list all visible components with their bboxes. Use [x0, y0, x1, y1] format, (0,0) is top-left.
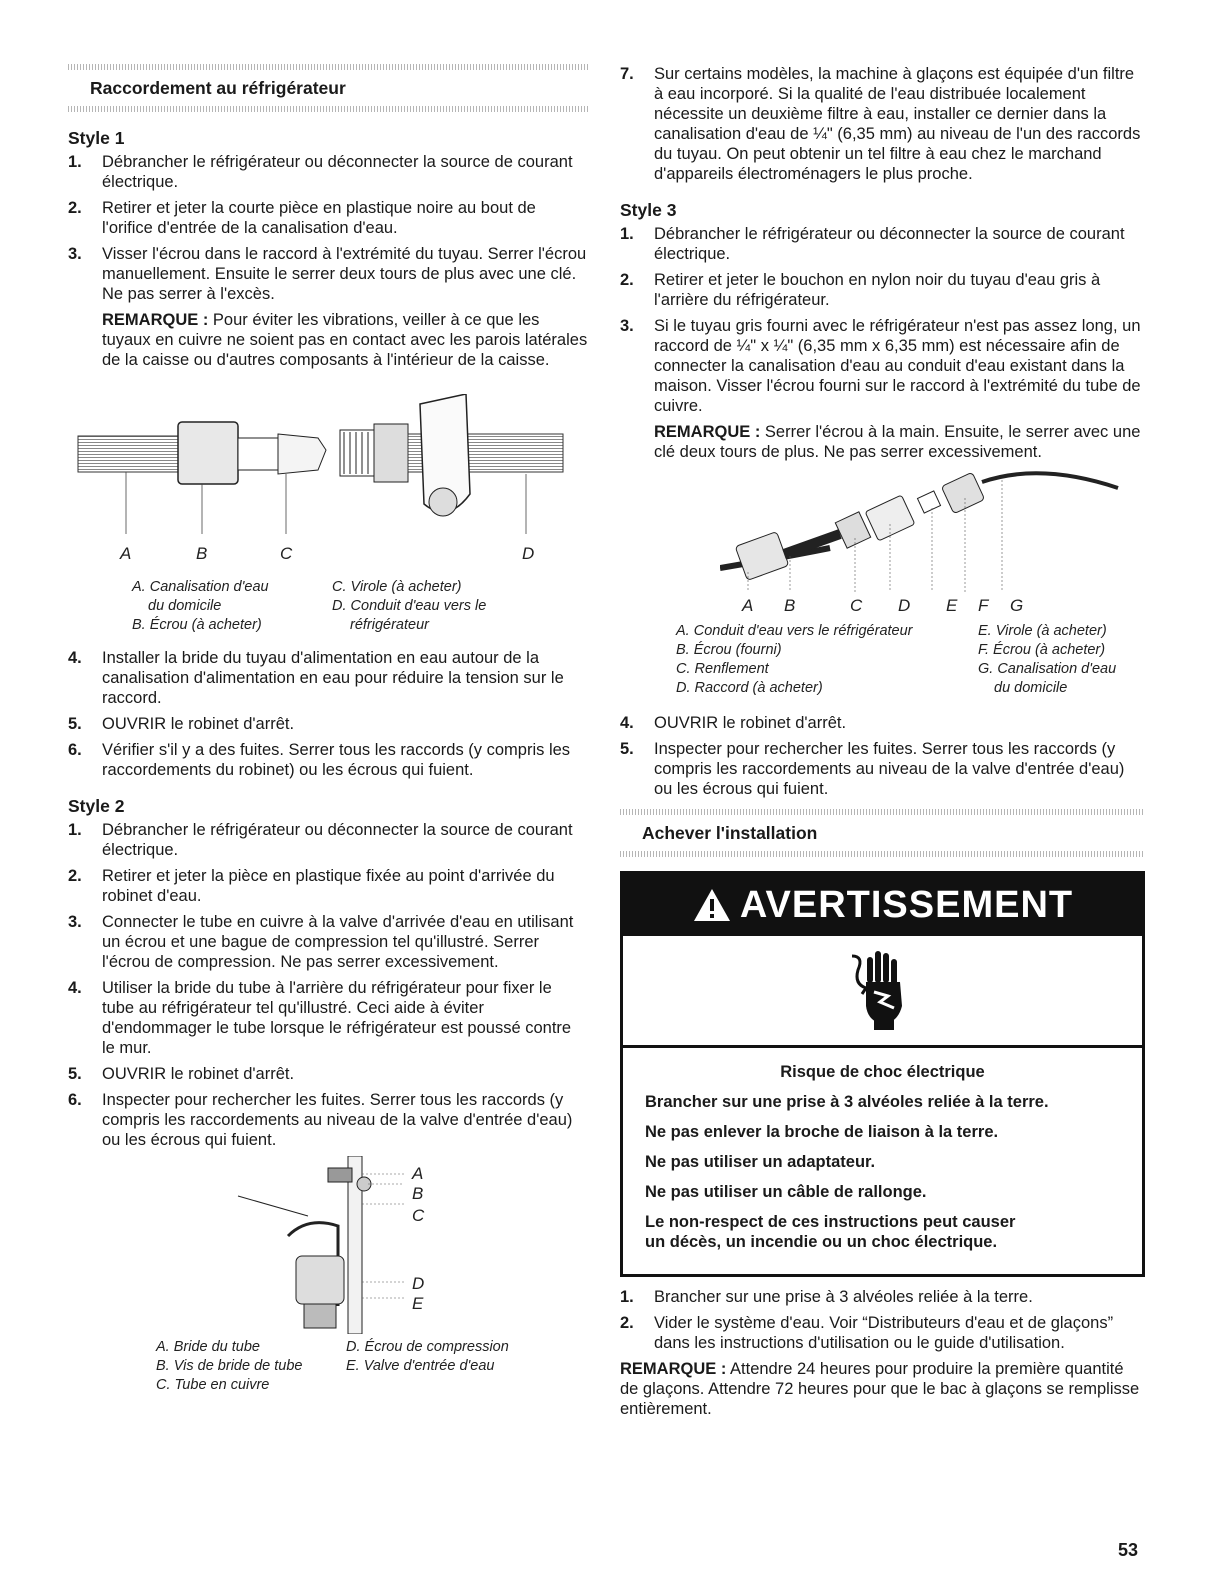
finish-section: [620, 809, 1145, 857]
step-text: OUVRIR le robinet d'arrêt.: [654, 714, 847, 732]
list-item: [620, 316, 1145, 416]
note-label: REMARQUE :: [654, 423, 761, 441]
step-number: 4.: [620, 714, 634, 732]
list-item: [68, 714, 588, 734]
warning-line: Ne pas enlever la broche de liaison à la terre.: [645, 1123, 999, 1141]
list-item: [620, 713, 1145, 733]
list-item: [68, 648, 588, 708]
shock-icon-wrap: [623, 936, 1142, 1045]
step-text: Retirer et jeter le bouchon en nylon noir du tuyau d'eau gris à l'arrière du réfrigérateur.: [654, 271, 1101, 309]
style2-figure-captions: [156, 1338, 588, 1396]
style2-steps: [68, 820, 588, 1150]
caption-text: C. Renflement: [676, 661, 769, 677]
step-text: Installer la bride du tuyau d'alimentation en eau autour de la canalisation d'alimentation en eau pour réduire la tension sur le raccord.: [102, 649, 564, 707]
figure-label-d: D: [522, 544, 535, 563]
warning-header: [623, 874, 1142, 936]
list-item: [68, 152, 588, 192]
step-number: 2.: [620, 271, 634, 289]
figure-label-g: G: [1010, 596, 1024, 615]
step-number: 2.: [68, 867, 82, 885]
step-number: 3.: [620, 317, 634, 335]
step-text: Brancher sur une prise à 3 alvéoles reliée à la terre.: [654, 1288, 1033, 1306]
style3-note: [620, 422, 1145, 462]
warning-body: [623, 1048, 1142, 1274]
section-rule-bottom: [68, 106, 588, 112]
caption-text: F. Écrou (à acheter): [978, 642, 1106, 658]
step-text: Vérifier s'il y a des fuites. Serrer tous les raccords (y compris les raccordements du robinet) ou les écrous qui fuient.: [102, 741, 571, 779]
caption-text: E. Virole (à acheter): [978, 623, 1107, 639]
step-number: 6.: [68, 1091, 82, 1109]
caption-text: C. Virole (à acheter): [332, 579, 462, 595]
style1-steps: [68, 152, 588, 304]
section-title-connection: Raccordement au réfrigérateur: [90, 78, 346, 98]
figure-label-b: B: [196, 544, 208, 563]
list-item: [68, 1064, 588, 1084]
caption-text: C. Tube en cuivre: [156, 1377, 270, 1393]
caption-text: A. Bride du tube: [156, 1339, 260, 1355]
step-number: 7.: [620, 65, 634, 83]
list-item: [68, 198, 588, 238]
caption-text: A. Conduit d'eau vers le réfrigérateur: [676, 623, 913, 639]
caption-text: du domicile: [148, 598, 222, 614]
list-item: [620, 739, 1145, 799]
step-number: 3.: [68, 913, 82, 931]
caption-text: B. Écrou (fourni): [676, 642, 782, 658]
note-text: Serrer l'écrou à la main. Ensuite, le serrer avec une clé deux tours de plus. Ne pas serrer excessivement.: [654, 423, 1141, 461]
step-text: Retirer et jeter la pièce en plastique fixée au point d'arrivée du robinet d'eau.: [102, 867, 555, 905]
finish-steps: [620, 1287, 1145, 1353]
step-number: 1.: [68, 821, 82, 839]
valve-clamp-illustration: [228, 1156, 408, 1334]
list-item: [620, 224, 1145, 264]
list-item: [620, 1287, 1145, 1307]
caption-text: B. Vis de bride de tube: [156, 1358, 303, 1374]
section-rule-top: [68, 64, 588, 70]
step-number: 1.: [68, 153, 82, 171]
list-item: [68, 820, 588, 860]
step-text: Inspecter pour rechercher les fuites. Serrer tous les raccords (y compris les raccordements au niveau de la valve d'entrée d'eau) ou les écrous qui fuient.: [102, 1091, 573, 1149]
warning-line: Ne pas utiliser un câble de rallonge.: [645, 1183, 927, 1201]
warning-box: [620, 871, 1145, 1277]
warning-triangle-icon: [692, 887, 732, 923]
warning-line: Le non-respect de ces instructions peut causer: [645, 1213, 1016, 1231]
warning-header-text: AVERTISSEMENT: [739, 884, 1074, 926]
caption-text: G. Canalisation d'eau: [978, 661, 1117, 677]
section-rule-top: [620, 809, 1145, 815]
step-number: 2.: [68, 199, 82, 217]
figure-label-c: C: [412, 1206, 425, 1225]
right-column: [620, 64, 1145, 1419]
caption-text: D. Écrou de compression: [346, 1339, 509, 1355]
list-item: [620, 64, 1145, 184]
step-text: Retirer et jeter la courte pièce en plastique noire au bout de l'orifice d'entrée de la canalisation d'eau.: [102, 199, 536, 237]
figure-label-a: A: [412, 1164, 424, 1183]
warning-line: un décès, un incendie ou un choc électrique.: [645, 1233, 998, 1251]
step-number: 5.: [68, 1065, 82, 1083]
finish-note: [620, 1359, 1145, 1419]
figure-label-c: C: [850, 596, 863, 615]
caption-text: réfrigérateur: [350, 617, 429, 633]
style1-step7: [620, 64, 1145, 184]
style3-figure-captions: [676, 622, 1145, 699]
figure-label-b: B: [784, 596, 796, 615]
figure-label-e: E: [946, 596, 958, 615]
figure-label-d: D: [898, 596, 911, 615]
figure-label-d: D: [412, 1274, 425, 1293]
step-text: OUVRIR le robinet d'arrêt.: [102, 1065, 295, 1083]
step-number: 3.: [68, 245, 82, 263]
list-item: [68, 244, 588, 304]
step-number: 1.: [620, 1288, 634, 1306]
style3-steps: [620, 224, 1145, 416]
list-item: [68, 912, 588, 972]
style3-steps-continued: [620, 713, 1145, 799]
list-item: [68, 1090, 588, 1150]
figure-label-e: E: [412, 1294, 424, 1313]
note-label: REMARQUE :: [102, 311, 209, 329]
caption-text: A. Canalisation d'eau: [132, 579, 269, 595]
gray-tube-fitting-illustration: [720, 468, 1120, 592]
warning-consequence: [645, 1212, 1120, 1252]
list-item: [68, 740, 588, 780]
style1-title: Style 1: [68, 128, 125, 148]
step-number: 6.: [68, 741, 82, 759]
list-item: [68, 866, 588, 906]
pipe-fitting-illustration: [68, 394, 588, 544]
step-text: Visser l'écrou dans le raccord à l'extrémité du tuyau. Serrer l'écrou manuellement. Ensuite le serrer deux tours de plus avec une clé. Ne pas serrer à l'excès.: [102, 245, 587, 303]
section-rule-bottom: [620, 851, 1145, 857]
note-label: REMARQUE :: [620, 1360, 727, 1378]
warning-hazard-title: Risque de choc électrique: [780, 1063, 985, 1081]
step-text: OUVRIR le robinet d'arrêt.: [102, 715, 295, 733]
caption-text: D. Conduit d'eau vers le: [332, 598, 487, 614]
style2-title: Style 2: [68, 796, 125, 816]
style1-note: [68, 310, 588, 370]
style1-figure-captions: [132, 578, 588, 636]
step-text: Connecter le tube en cuivre à la valve d'arrivée d'eau en utilisant un écrou et une bague de compression tel qu'illustré. Serrer l'écrou de compression. Ne pas serrer excessivement.: [102, 913, 574, 971]
step-text: Utiliser la bride du tube à l'arrière du réfrigérateur pour fixer le tube au réfrigérateur tel qu'illustré. Ceci aide à éviter d'endommager le tube lorsque le réfrigérateur est poussé contre le mur.: [102, 979, 572, 1057]
step-text: Si le tuyau gris fourni avec le réfrigérateur n'est pas assez long, un raccord de ¼" x ¼" (6,35 mm x 6,35 mm) est nécessaire afin de connecter la canalisation d'eau au conduit d'eau existant dans la maison. Visser l'écrou fourni sur le raccord à l'extrémité du tube de cuivre.: [654, 317, 1141, 415]
warning-line: Ne pas utiliser un adaptateur.: [645, 1153, 876, 1171]
list-item: [620, 270, 1145, 310]
warning-line: Brancher sur une prise à 3 alvéoles reliée à la terre.: [645, 1093, 1049, 1111]
step-text: Inspecter pour rechercher les fuites. Serrer tous les raccords (y compris les raccordements au niveau de la valve d'entrée d'eau) ou les écrous qui fuient.: [654, 740, 1125, 798]
step-number: 4.: [68, 979, 82, 997]
note-text: Pour éviter les vibrations, veiller à ce que les tuyaux en cuivre ne soient pas en contact avec les parois latérales de la caisse ou d'autres composants à l'intérieur de la caisse.: [102, 311, 588, 369]
figure-label-c: C: [280, 544, 293, 563]
caption-text: du domicile: [994, 680, 1068, 696]
figure-label-b: B: [412, 1184, 424, 1203]
left-column: [68, 64, 588, 1396]
list-item: [68, 978, 588, 1058]
step-text: Vider le système d'eau. Voir “Distributeurs d'eau et de glaçons” dans les instructions d'utilisation ou le guide d'utilisation.: [654, 1314, 1114, 1352]
step-text: Sur certains modèles, la machine à glaçons est équipée d'un filtre à eau incorporé. Si la qualité de l'eau distribuée localement nécessite un deuxième filtre à eau, installer ce dernier dans la canalisation d'eau de ¼" (6,35 mm) au niveau de l'un des raccords du tuyau. On peut obtenir un tel filtre à eau chez le marchand d'appareils électroménagers le plus proche.: [654, 65, 1141, 183]
note-text: Attendre 24 heures pour produire la première quantité de glaçons. Attendre 72 heures pour que le bac à glaçons se remplisse entièrement.: [620, 1360, 1140, 1418]
step-number: 2.: [620, 1314, 634, 1332]
figure-label-a: A: [742, 596, 754, 615]
step-text: Débrancher le réfrigérateur ou déconnecter la source de courant électrique.: [102, 153, 573, 191]
figure-label-a: A: [120, 544, 132, 563]
step-text: Débrancher le réfrigérateur ou déconnecter la source de courant électrique.: [654, 225, 1125, 263]
step-number: 5.: [68, 715, 82, 733]
figure-label-f: F: [978, 596, 989, 615]
style1-steps-continued: [68, 648, 588, 780]
electric-shock-hand-icon: [848, 950, 918, 1032]
style3-title: Style 3: [620, 200, 677, 220]
list-item: [620, 1313, 1145, 1353]
style3-figure: [720, 468, 1120, 618]
step-number: 5.: [620, 740, 634, 758]
page-number: 53: [1118, 1540, 1139, 1560]
style1-figure: [68, 394, 588, 572]
caption-text: E. Valve d'entrée d'eau: [346, 1358, 495, 1374]
caption-text: B. Écrou (à acheter): [132, 617, 262, 633]
style2-figure: [228, 1156, 448, 1334]
step-number: 4.: [68, 649, 82, 667]
caption-text: D. Raccord (à acheter): [676, 680, 823, 696]
step-text: Débrancher le réfrigérateur ou déconnecter la source de courant électrique.: [102, 821, 573, 859]
step-number: 1.: [620, 225, 634, 243]
section-title-finish: Achever l'installation: [642, 823, 818, 843]
